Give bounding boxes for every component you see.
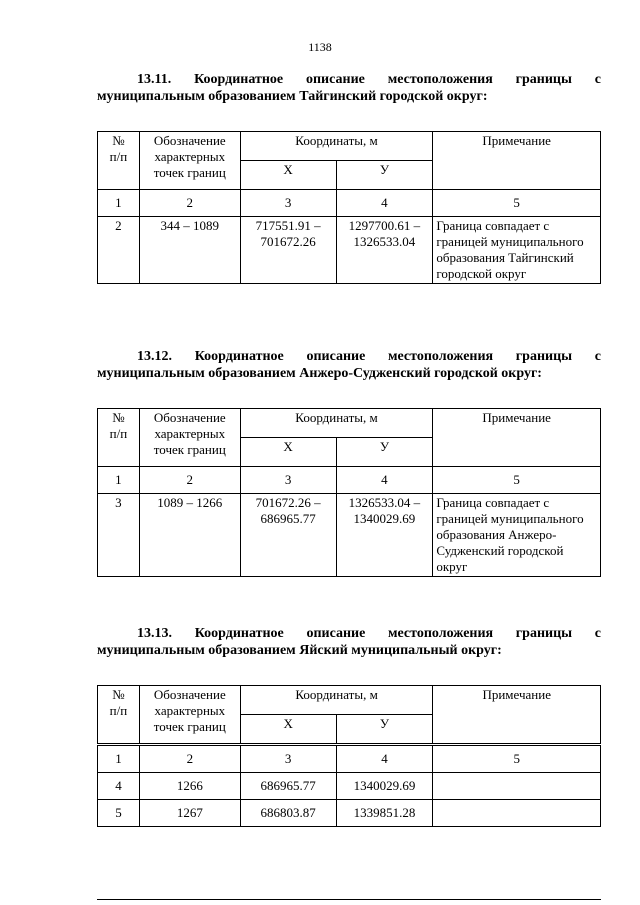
col-x-header: Х bbox=[240, 161, 336, 190]
heading-line2: муниципальным образованием Анжеро-Судженский городской округ: bbox=[97, 366, 542, 381]
col-note-header: Примечание bbox=[433, 132, 601, 190]
row-x: 701672.26 – 686965.77 bbox=[240, 494, 336, 577]
row-y: 1326533.04 – 1340029.69 bbox=[336, 494, 433, 577]
col-index: 5 bbox=[433, 467, 601, 494]
bottom-divider bbox=[97, 899, 601, 900]
row-note bbox=[433, 800, 601, 827]
col-index: 2 bbox=[139, 190, 240, 217]
table-row bbox=[98, 494, 601, 577]
section-13-13 bbox=[97, 625, 601, 827]
heading-line2: муниципальным образованием Яйский муниципальный округ: bbox=[97, 643, 502, 658]
row-y: 1297700.61 – 1326533.04 bbox=[336, 217, 433, 284]
col-index: 3 bbox=[240, 190, 336, 217]
col-index: 5 bbox=[433, 745, 601, 773]
coordinates-table bbox=[97, 685, 601, 827]
table-row bbox=[98, 800, 601, 827]
row-points: 1089 – 1266 bbox=[139, 494, 240, 577]
row-x: 686965.77 bbox=[240, 773, 336, 800]
col-note-header: Примечание bbox=[433, 686, 601, 745]
section-13-11 bbox=[97, 71, 601, 284]
col-index: 5 bbox=[433, 190, 601, 217]
col-index: 3 bbox=[240, 467, 336, 494]
row-points: 344 – 1089 bbox=[139, 217, 240, 284]
coordinates-table bbox=[97, 408, 601, 577]
section-heading bbox=[97, 348, 601, 382]
row-points: 1266 bbox=[139, 773, 240, 800]
col-y-header: У bbox=[336, 438, 433, 467]
col-index: 2 bbox=[139, 467, 240, 494]
coordinates-table bbox=[97, 131, 601, 284]
col-designation-header: Обозначение характерных точек границ bbox=[139, 132, 240, 190]
heading-line1: 13.11. Координатное описание местоположения границы с bbox=[137, 72, 601, 87]
heading-line1: 13.12. Координатное описание местоположения границы с bbox=[137, 349, 601, 364]
col-coords-header: Координаты, м bbox=[240, 686, 433, 715]
col-num-header: № п/п bbox=[98, 686, 140, 745]
row-points: 1267 bbox=[139, 800, 240, 827]
col-coords-header: Координаты, м bbox=[240, 132, 433, 161]
row-note: Граница совпадает с границей муниципального образования Анжеро-Судженский городской округ bbox=[433, 494, 601, 577]
row-y: 1339851.28 bbox=[336, 800, 433, 827]
col-coords-header: Координаты, м bbox=[240, 409, 433, 438]
table-row bbox=[98, 217, 601, 284]
col-y-header: У bbox=[336, 715, 433, 745]
row-num: 5 bbox=[98, 800, 140, 827]
col-y-header: У bbox=[336, 161, 433, 190]
heading-line2: муниципальным образованием Тайгинский городской округ: bbox=[97, 89, 488, 104]
section-heading bbox=[97, 625, 601, 659]
col-index: 1 bbox=[98, 467, 140, 494]
row-x: 717551.91 – 701672.26 bbox=[240, 217, 336, 284]
col-index: 3 bbox=[240, 745, 336, 773]
col-num-header: № п/п bbox=[98, 132, 140, 190]
col-index: 4 bbox=[336, 467, 433, 494]
row-num: 4 bbox=[98, 773, 140, 800]
col-x-header: Х bbox=[240, 715, 336, 745]
col-index: 1 bbox=[98, 745, 140, 773]
col-designation-header: Обозначение характерных точек границ bbox=[139, 686, 240, 745]
col-note-header: Примечание bbox=[433, 409, 601, 467]
row-note bbox=[433, 773, 601, 800]
row-note: Граница совпадает с границей муниципального образования Тайгинский городской округ bbox=[433, 217, 601, 284]
col-index: 1 bbox=[98, 190, 140, 217]
col-x-header: Х bbox=[240, 438, 336, 467]
col-index: 4 bbox=[336, 190, 433, 217]
col-num-header: № п/п bbox=[98, 409, 140, 467]
col-index: 4 bbox=[336, 745, 433, 773]
row-y: 1340029.69 bbox=[336, 773, 433, 800]
row-x: 686803.87 bbox=[240, 800, 336, 827]
col-designation-header: Обозначение характерных точек границ bbox=[139, 409, 240, 467]
heading-line1: 13.13. Координатное описание местоположения границы с bbox=[137, 626, 601, 641]
row-num: 3 bbox=[98, 494, 140, 577]
section-13-12 bbox=[97, 348, 601, 577]
table-row bbox=[98, 773, 601, 800]
col-index: 2 bbox=[139, 745, 240, 773]
page-number: 1138 bbox=[308, 40, 332, 54]
row-num: 2 bbox=[98, 217, 140, 284]
section-heading bbox=[97, 71, 601, 105]
